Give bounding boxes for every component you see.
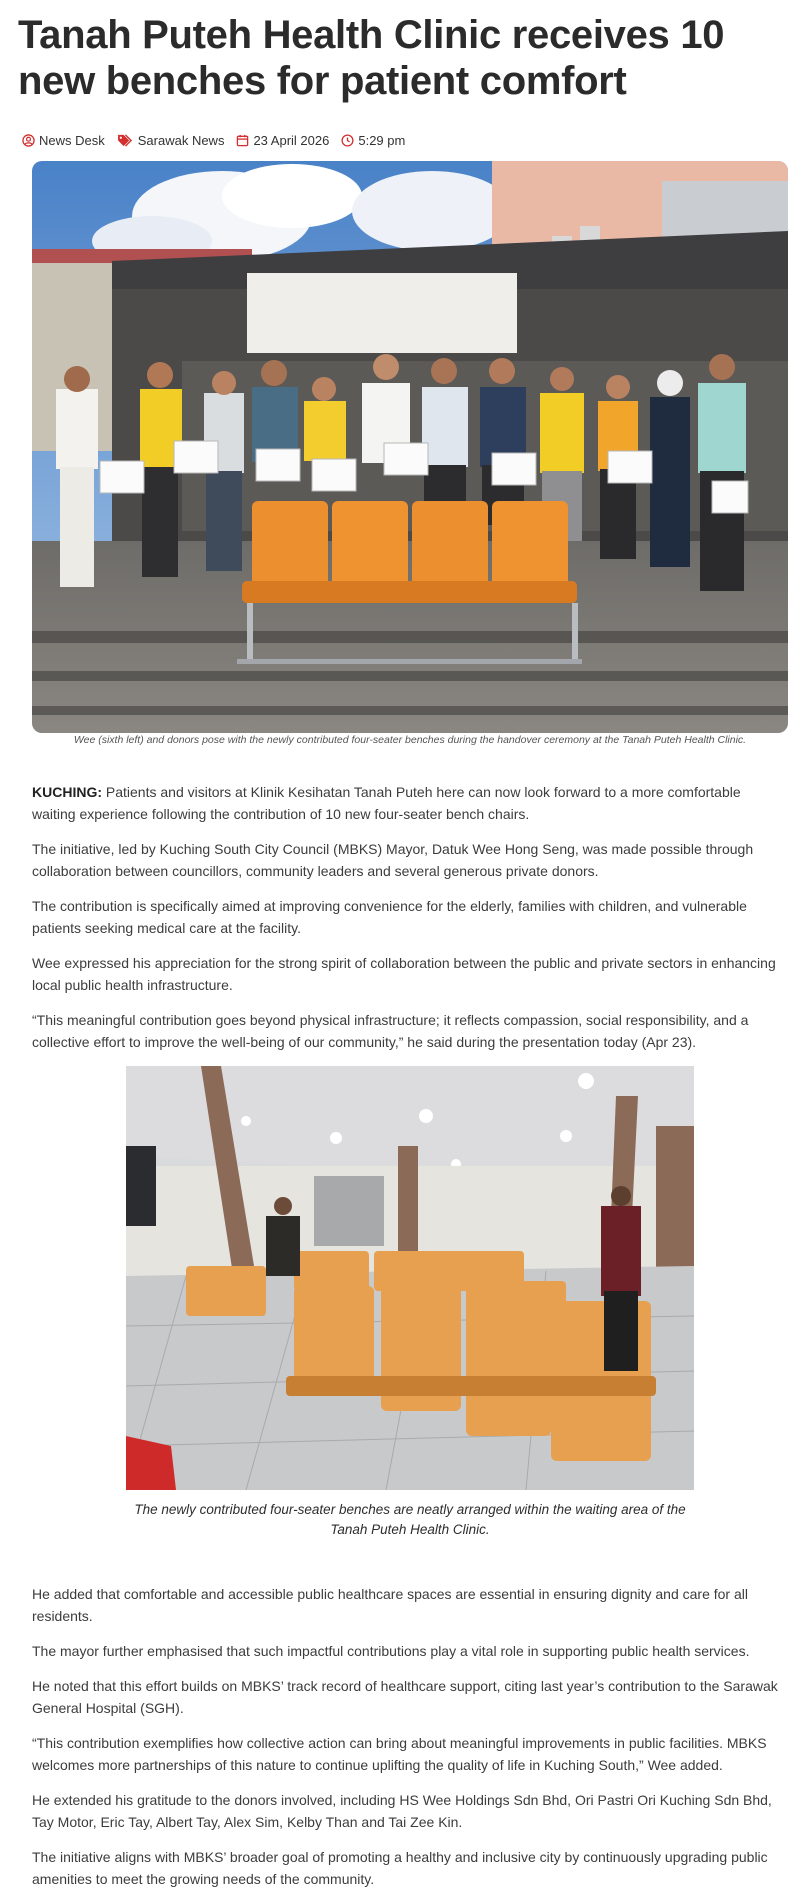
photo-caption-main: Wee (sixth left) and donors pose with the newly contributed four-seater benches during the handover ceremony at the Tanah Puteh Health Clinic. [73,734,747,746]
paragraph-8: He noted that this effort builds on MBKS’ track record of healthcare support, citing last year’s contribution to the Sarawak General Hospital (SGH). [32,1678,778,1716]
photo-caption-waiting-area: The newly contributed four-seater benches are neatly arranged within the waiting area of the Tanah Puteh Health Clinic. [134,1502,686,1537]
photo-handover-ceremony[interactable] [32,161,788,733]
post-date-text: 23 April 2026 [253,132,330,148]
paragraph-9: “This contribution exemplifies how collective action can bring about meaningful improvements in public facilities. MBKS welcomes more partnerships of this nature to continue uplifting the quality of life in Kuching South,” Wee added. [32,1735,767,1773]
paragraph-6: He added that comfortable and accessible public healthcare spaces are essential in ensuring dignity and care for all residents. [32,1586,748,1624]
category-link[interactable] [117,133,225,148]
paragraph-11: The initiative aligns with MBKS’ broader goal of promoting a healthy and inclusive city by continuously upgrading public amenities to meet the growing needs of the community. [32,1849,768,1887]
paragraph-10: He extended his gratitude to the donors involved, including HS Wee Holdings Sdn Bhd, Ori Pastri Ori Kuching Sdn Bhd, Tay Motor, Eric Tay, Albert Tay, Alex Sim, Kelby Than and Tai Zee Kin. [32,1792,772,1830]
photo-waiting-area-image [126,1066,694,1490]
post-time-text: 5:29 pm [358,132,406,148]
photo-handover-image [32,161,788,733]
author-link[interactable] [22,133,105,148]
user-circle-icon [22,134,35,147]
post-date [236,133,329,148]
paragraph-4: Wee expressed his appreciation for the strong spirit of collaboration between the public and private sectors in enhancing local public health infrastructure. [32,955,776,993]
article-meta [22,130,417,150]
article-title: Tanah Puteh Health Clinic receives 10 new benches for patient comfort [18,13,725,103]
calendar-icon [236,134,249,147]
paragraph-5: “This meaningful contribution goes beyond physical infrastructure; it reflects compassion, social responsibility, and a collective effort to improve the well-being of our community,” he said during the presentation today (Apr 23). [32,1012,749,1050]
paragraph-1 [32,781,788,825]
paragraph-3: The contribution is specifically aimed at improving convenience for the elderly, families with children, and vulnerable patients seeking medical care at the facility. [32,898,747,936]
post-time [341,133,405,148]
tags-icon [117,134,134,147]
photo-waiting-area[interactable] [126,1066,694,1490]
dateline: KUCHING: [32,784,102,800]
paragraph-7: The mayor further emphasised that such impactful contributions play a vital role in supporting public health services. [32,1643,750,1659]
paragraph-2: The initiative, led by Kuching South City Council (MBKS) Mayor, Datuk Wee Hong Seng, was made possible through collaboration between councillors, community leaders and several generous private donors. [32,841,754,879]
clock-icon [341,134,354,147]
category-name: Sarawak News [137,132,225,148]
paragraph-1-text: Patients and visitors at Klinik Kesihatan Tanah Puteh here can now look forward to a more comfortable waiting experience following the contribution of 10 new four-seater bench chairs. [32,784,741,822]
author-name: News Desk [39,132,105,148]
